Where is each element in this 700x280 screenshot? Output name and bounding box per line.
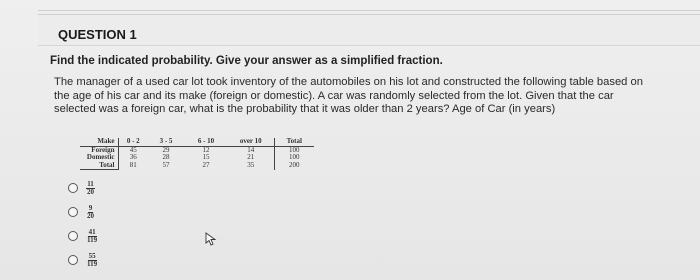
fraction-denominator: 119	[87, 235, 98, 244]
fraction-denominator: 119	[87, 259, 98, 268]
table-cell: 100	[289, 145, 300, 154]
fraction-numerator: 11	[87, 179, 94, 188]
table-cell: 27	[202, 160, 210, 169]
inventory-table	[80, 138, 314, 170]
fraction	[86, 229, 98, 244]
question-title: QUESTION 1	[58, 27, 137, 42]
radio-button[interactable]	[68, 255, 78, 265]
table-cell: 200	[289, 160, 300, 169]
table-cell: Total	[80, 162, 118, 170]
fraction	[86, 253, 98, 268]
question-body: The manager of a used car lot took inventory of the automobiles on his lot and constructed the following table based on the age of his car and its make (foreign or domestic). A car was randomly selected from the lot. Given that the car selected was a foreign car, what is the probability that it was older than 2 years? Age of Car (in years)	[54, 76, 643, 115]
answer-option-1[interactable]	[68, 176, 98, 200]
answer-option-2[interactable]	[68, 200, 98, 224]
table-header-cell: over 10	[228, 138, 274, 146]
answer-option-3[interactable]	[68, 224, 98, 248]
fraction	[86, 181, 95, 196]
table-header-cell: 3 - 5	[148, 138, 184, 146]
table-cell: 14	[228, 146, 274, 154]
table-row	[80, 146, 314, 154]
table-cell: 100	[289, 153, 300, 161]
table-cell: 45	[129, 145, 137, 154]
fraction-numerator: 41	[88, 227, 96, 236]
radio-button[interactable]	[68, 183, 78, 193]
answer-options	[68, 176, 98, 272]
fraction	[86, 205, 95, 220]
table-cell: 57	[162, 160, 170, 169]
table-cell: 28	[162, 153, 170, 161]
table-row	[80, 162, 314, 170]
table-cell: Domestic	[80, 154, 118, 162]
table-header-row	[80, 138, 314, 146]
fraction-denominator: 20	[87, 211, 94, 220]
question-header	[38, 14, 700, 46]
divider	[38, 10, 700, 11]
table-cell: 21	[228, 154, 274, 162]
fraction-numerator: 55	[88, 251, 96, 260]
table-header-cell: 6 - 10	[184, 138, 228, 146]
table-cell: 36	[129, 153, 137, 161]
mouse-cursor-icon	[205, 232, 217, 246]
answer-option-4[interactable]	[68, 248, 98, 272]
table-cell: Foreign	[80, 146, 118, 154]
question-prompt: Find the indicated probability. Give your answer as a simplified fraction.	[50, 55, 443, 67]
table-header-cell: Make	[80, 138, 118, 146]
table-header-cell: Total	[274, 138, 314, 146]
table-cell: 29	[162, 145, 170, 154]
radio-button[interactable]	[68, 231, 78, 241]
radio-button[interactable]	[68, 207, 78, 217]
fraction-numerator: 9	[88, 203, 93, 212]
table-row	[80, 154, 314, 162]
table-cell: 12	[202, 145, 210, 154]
table-cell: 15	[202, 153, 210, 161]
table-cell: 35	[228, 162, 274, 170]
fraction-denominator: 20	[87, 187, 94, 196]
table-header-cell: 0 - 2	[118, 138, 148, 146]
table-cell: 81	[129, 160, 137, 169]
